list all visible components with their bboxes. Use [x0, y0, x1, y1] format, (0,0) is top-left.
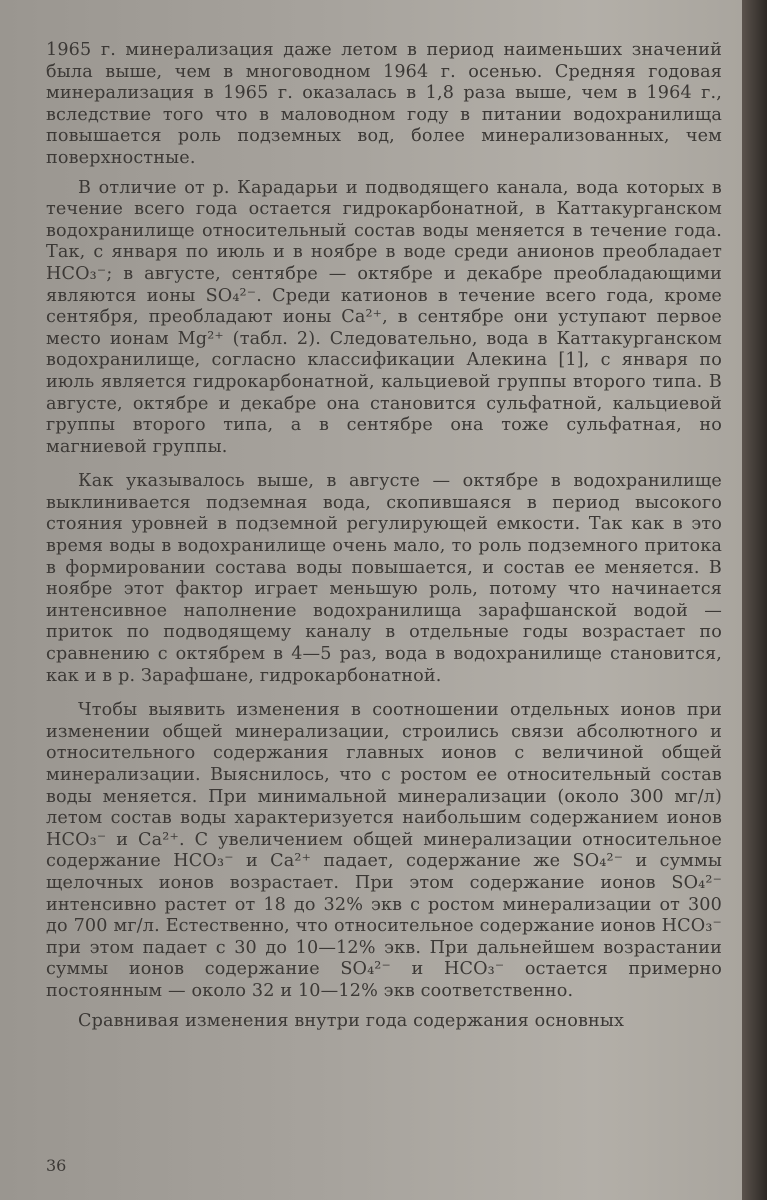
page-number: 36 — [46, 1156, 67, 1175]
paragraph-3: Как указывалось выше, в августе — октябре в водохранилище выклинивается подземная вода, скопившаяся в период высокого стояния уровней в подземной регулирующей емкости. Так как в это время воды в водохранилище очень мало, то роль подземного притока в формировании состава воды повышается, и состав ее меняется. В ноябре этот фактор играет меньшую роль, потому что начинается интенсивное наполнение водохранилища зарафшанской водой — приток по подводящему каналу в отдельные годы возрастает по сравнению с октябрем в 4—5 раз, вода в водохранилище становится, как и в р. Зарафшане, гидрокарбонатной. — [46, 471, 722, 686]
paragraph-4: Чтобы выявить изменения в соотношении отдельных ионов при изменении общей минерализации, строились связи абсолютного и относительного содержания главных ионов с величиной общей минерализации. Выяснилось, что с ростом ее относительный состав воды меняется. При минимальной минерализации (около 300 мг/л) летом состав воды характеризуется наибольшим содержанием ионов HCO₃⁻ и Ca²⁺. С увеличением общей минерализации относительное содержание HCO₃⁻ и Ca²⁺ падает, содержание же SO₄²⁻ и суммы щелочных ионов возрастает. При этом содержание ионов SO₄²⁻ интенсивно растет от 18 до 32% экв с ростом минерализации от 300 до 700 мг/л. Естественно, что относительное содержание ионов HCO₃⁻ при этом падает с 30 до 10—12% экв. При дальнейшем возрастании суммы ионов содержание SO₄²⁻ и HCO₃⁻ остается примерно постоянным — около 32 и 10—12% экв соответственно. — [46, 700, 722, 1001]
book-spine-shadow — [742, 0, 767, 1200]
body-text — [46, 40, 722, 1032]
paragraph-5: Сравнивая изменения внутри года содержания основных — [78, 1010, 625, 1031]
paragraph-2: В отличие от р. Карадарьи и подводящего канала, вода которых в течение всего года остается гидрокарбонатной, в Каттакурганском водохранилище относительный состав воды меняется в течение года. Так, с января по июль и в ноябре в воде среди анионов преобладает HCO₃⁻; в августе, сентябре — октябре и декабре преобладающими являются ионы SO₄²⁻. Среди катионов в течение всего года, кроме сентября, преобладают ионы Ca²⁺, в сентябре они уступают первое место ионам Mg²⁺ (табл. 2). Следовательно, вода в Каттакурганском водохранилище, согласно классификации Алекина [1], с января по июль является гидрокарбонатной, кальциевой группы второго типа. В августе, октябре и декабре она становится сульфатной, кальциевой группы второго типа, а в сентябре она тоже сульфатная, но магниевой группы. — [46, 177, 722, 457]
paragraph-1: 1965 г. минерализация даже летом в период наименьших значений была выше, чем в многоводном 1964 г. осенью. Средняя годовая минерализация в 1965 г. оказалась в 1,8 раза выше, чем в 1964 г., вследствие того что в маловодном году в питании водохранилища повышается роль подземных вод, более минерализованных, чем поверхностные. — [46, 40, 722, 168]
